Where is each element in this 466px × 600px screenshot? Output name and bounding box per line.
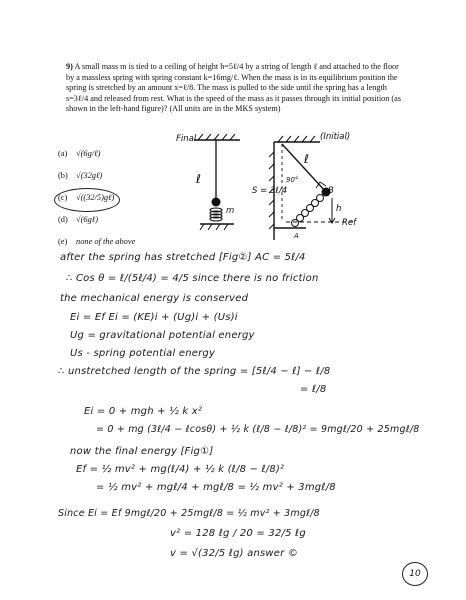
solution-line-5: Ug = gravitational potential energy <box>70 330 255 341</box>
solution-line-13: = ½ mv² + mgℓ/4 + mgℓ/8 = ½ mv² + 3mgℓ/8 <box>96 482 336 493</box>
solution-line-3: the mechanical energy is conserved <box>60 293 249 304</box>
fig-b-label: B <box>328 186 334 196</box>
solution-line-4: Ei = Ef Ei = (KE)i + (Ug)i + (Us)i <box>70 312 238 323</box>
page-number: 10 <box>402 562 428 586</box>
solution-line-1: after the spring has stretched [Fig②] AC = 5ℓ/4 <box>60 252 306 263</box>
fig-h-label: h <box>336 204 342 214</box>
solution-line-11: now the final energy [Fig①] <box>70 446 214 457</box>
fig-angle-label: 90° <box>286 176 299 184</box>
choice-a: (a) √(6g/ℓ) <box>58 149 101 158</box>
solution-line-16: v = √(32/5 ℓg) answer © <box>170 548 299 559</box>
fig-final-label: Final <box>176 134 197 144</box>
choice-b: (b) √(32gℓ) <box>58 171 103 180</box>
fig-ell-left: ℓ <box>196 172 201 186</box>
fig-ell-right: ℓ <box>304 152 309 166</box>
fig-m-label: m <box>226 206 235 216</box>
answer-choices <box>58 143 135 253</box>
fig-a-label: A <box>294 232 299 240</box>
problem-statement <box>66 62 406 115</box>
choice-d: (d) √(6gℓ) <box>58 215 99 224</box>
solution-line-6: Us - spring potential energy <box>70 348 216 359</box>
problem-text: A small mass m is tied to a ceiling of height h=5ℓ/4 by a string of length ℓ and attached to the floor by a massless spring with spring constant k=16mg/ℓ. When the mass is in its equilibrium position the spring is stretched by an amount x=ℓ/8. The mass is pulled to the side until the spring has a length s=3ℓ/4 and released from rest. What is the speed of the mass as it passes through its initial position (as shown in the left-hand figure)? (All units are in the MKS system) <box>66 62 401 114</box>
solution-line-2: ∴ Cos θ = ℓ/(5ℓ/4) = 4/5 since there is no friction <box>66 273 319 284</box>
solution-line-14: Since Ei = Ef 9mgℓ/20 + 25mgℓ/8 = ½ mv² + 3mgℓ/8 <box>58 508 320 519</box>
solution-line-10: = 0 + mg (3ℓ/4 − ℓcosθ) + ½ k (ℓ/8 − ℓ/8)² = 9mgℓ/20 + 25mgℓ/8 <box>96 424 420 435</box>
problem-number: 9) <box>66 62 73 71</box>
solution-line-15: v² = 128 ℓg / 20 = 32/5 ℓg <box>170 528 306 539</box>
fig-ref-label: Ref <box>342 218 357 228</box>
solution-line-12: Ef = ½ mv² + mg(ℓ/4) + ½ k (ℓ/8 − ℓ/8)² <box>76 464 285 475</box>
fig-initial-label: (Initial) <box>320 132 351 142</box>
solution-line-8: = ℓ/8 <box>300 384 327 395</box>
choice-c: (c) √((32/5)gℓ) <box>58 187 135 209</box>
choice-e: (e) none of the above <box>58 237 136 246</box>
solution-line-7: ∴ unstretched length of the spring = [5ℓ/4 − ℓ] − ℓ/8 <box>58 366 331 377</box>
fig-s-label: S = 3ℓ/4 <box>252 186 288 196</box>
solution-line-9: Ei = 0 + mgh + ½ k x² <box>84 406 203 417</box>
